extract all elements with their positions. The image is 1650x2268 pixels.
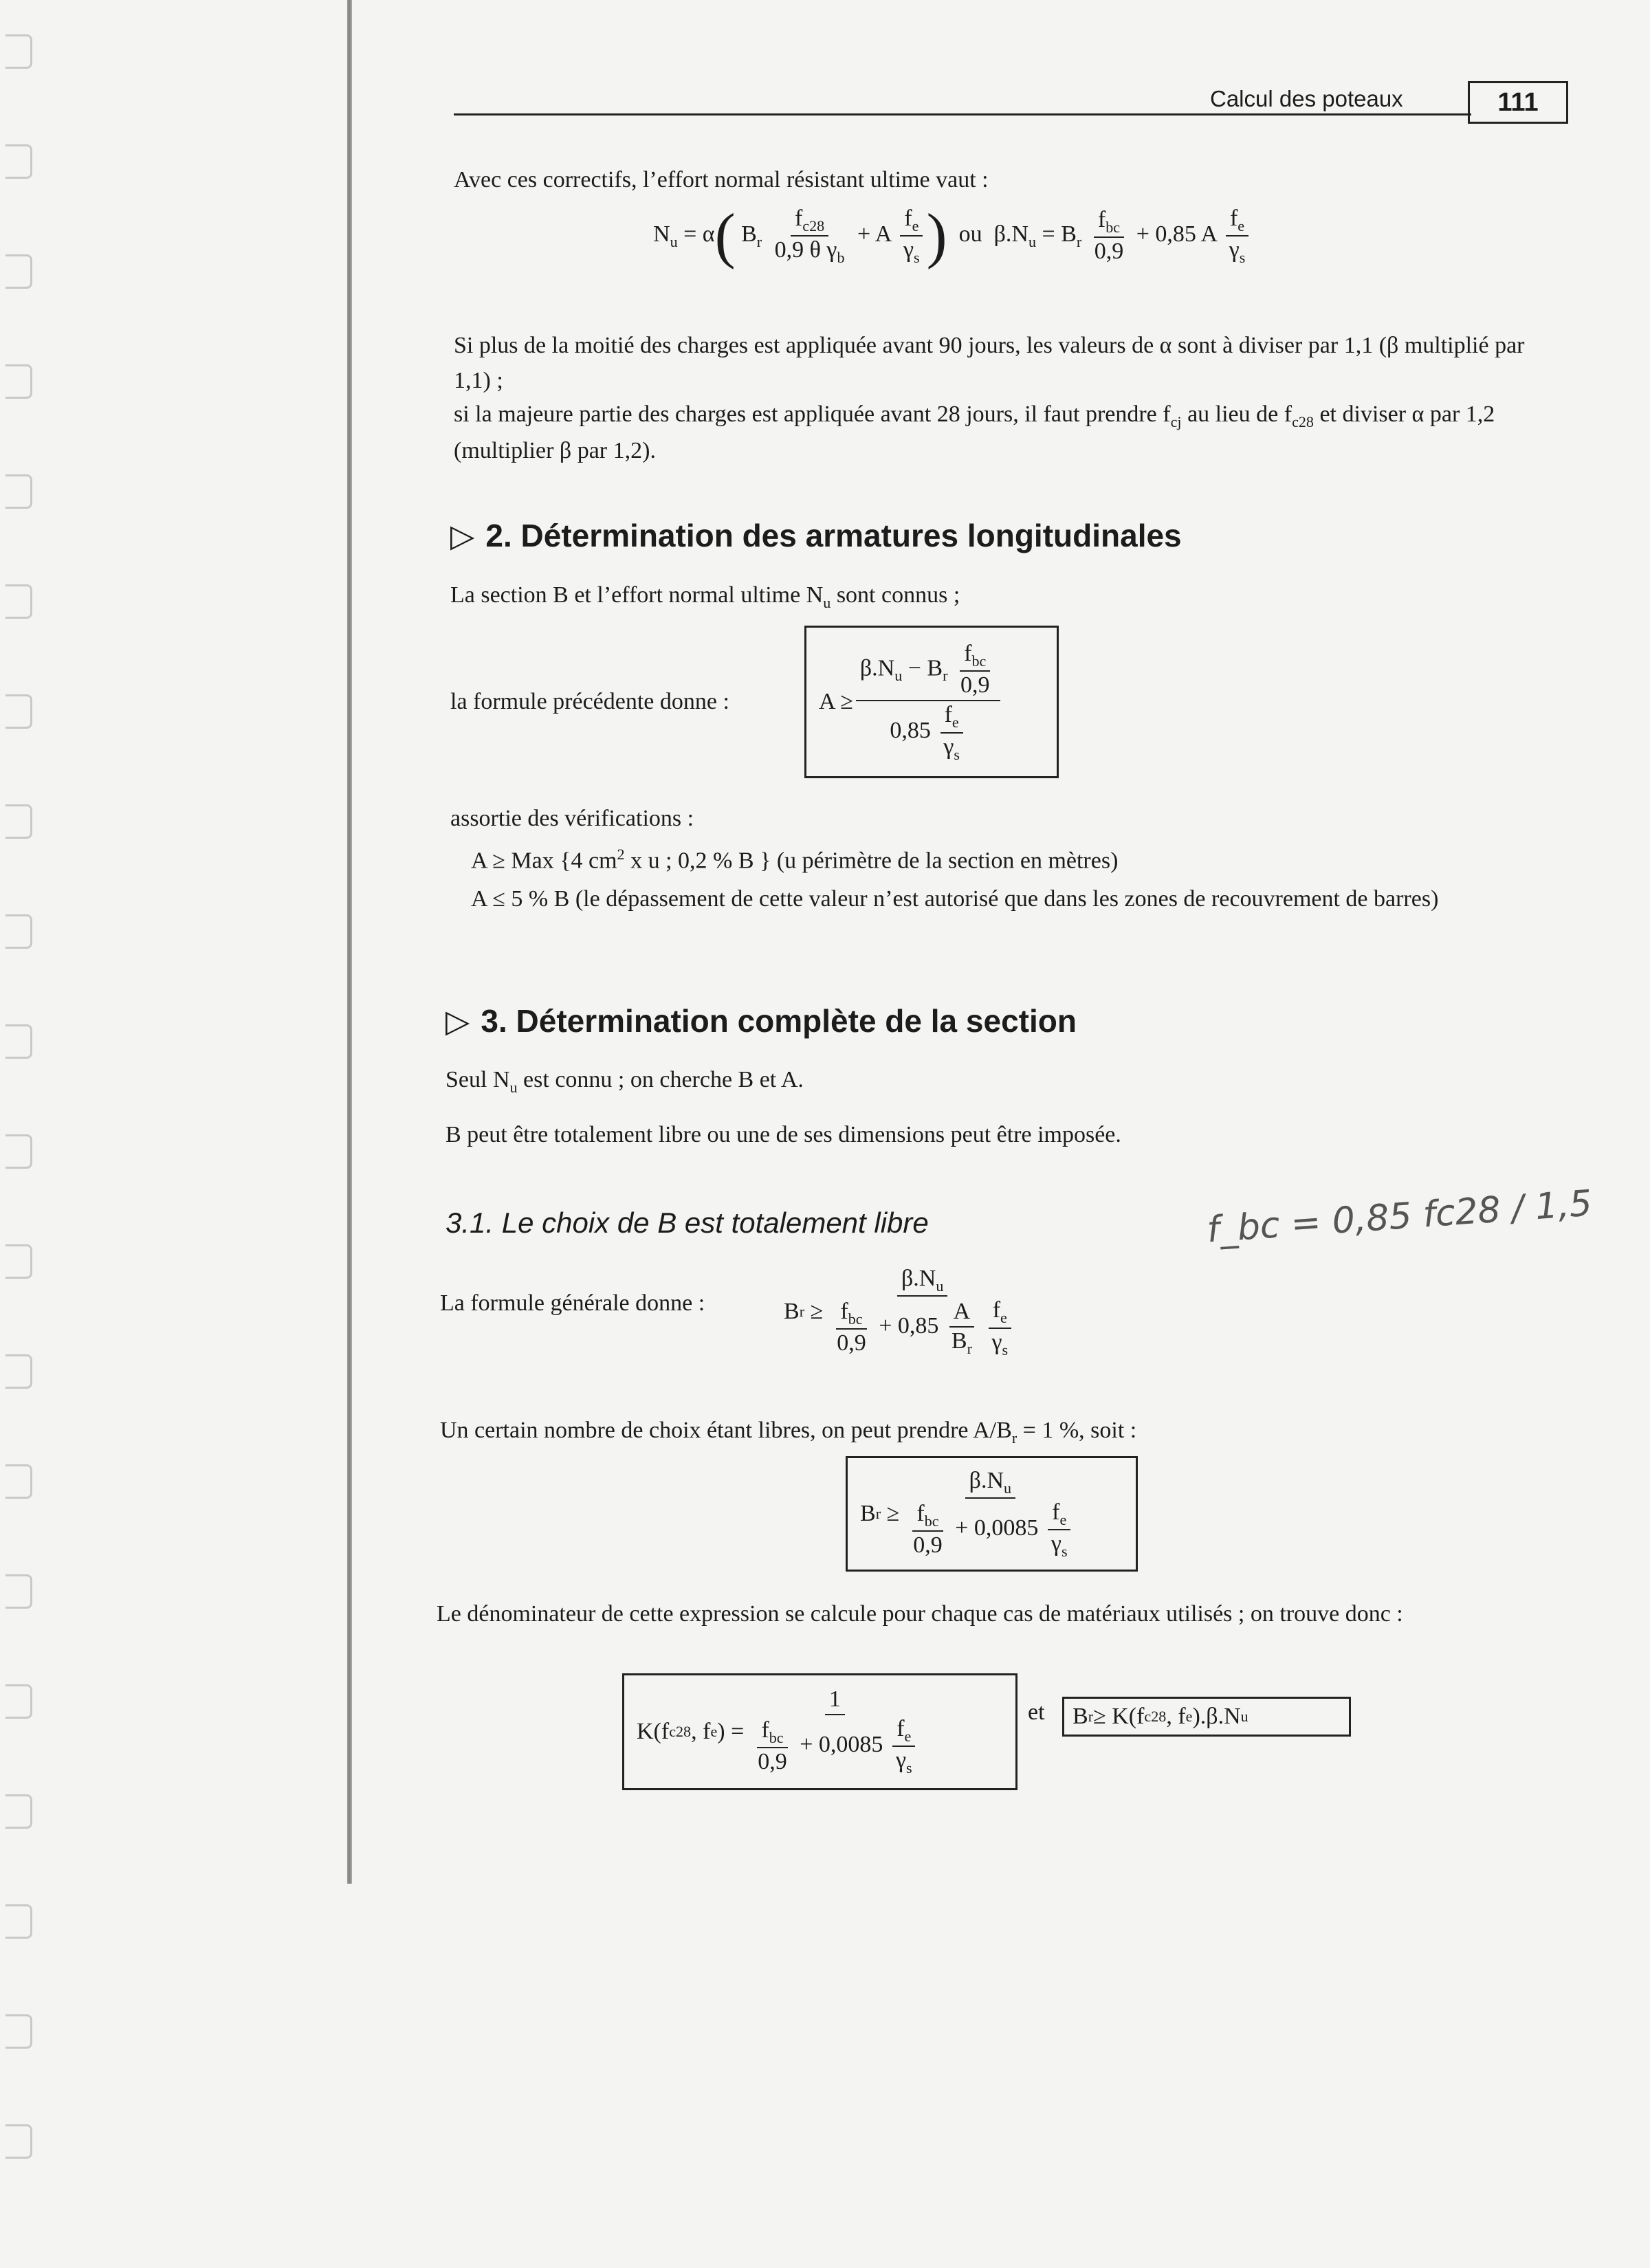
boxed-br-formula: B r ≥ $\beta.N_u$ $\frac{f_{bc}}{0,9}$ + 0,0085 $\frac{f_e}{\gamma_s}$ xyxy=(846,1456,1138,1572)
section-2-intro: La section B et l’effort normal ultime $N_u$ sont connus ; xyxy=(450,582,960,611)
header-rule xyxy=(454,113,1471,115)
general-formula-label: La formule générale donne : xyxy=(440,1290,705,1316)
k-formula-box: K(f c28 , f e ) = 1 $\frac{f_{bc}}{0,9}$ + 0,0085 $\frac{f_e}{\gamma_s}$ xyxy=(622,1673,1018,1790)
formula-nu: $N_u = \alpha$( $B_r$ $\frac{f_{c28}}{0,9 \theta \gamma_b}$ + A $\frac{f_e}{\gamma_s}$ ) ou $\beta.N_u = B_r$ $\frac{f_{bc}}{0,9}$ + 0,85 A $\frac{f_e}{\gamma_s}$ xyxy=(653,205,1252,267)
section-3-heading: ▷ 3. Détermination complète de la section xyxy=(446,1003,1077,1039)
section-2-heading: ▷ 2. Détermination des armatures longitudinales xyxy=(450,518,1182,553)
handwritten-note: f_bc = 0,85 fc28 / 1,5 xyxy=(1205,1182,1594,1251)
subsection-3-1-heading: 3.1. Le choix de B est totalement libre xyxy=(446,1207,929,1239)
section-3-line-2: B peut être totalement libre ou une de ses dimensions peut être imposée. xyxy=(446,1122,1121,1147)
choice-paragraph: Un certain nombre de choix étant libres, on peut prendre $A/B_r = 1$ %, soit : xyxy=(440,1418,1137,1446)
formula-label-a: la formule précédente donne : xyxy=(450,689,729,714)
denominator-paragraph: Le dénominateur de cette expression se calcule pour chaque cas de matériaux utilisés ; on trouve donc : xyxy=(437,1601,1403,1627)
intro-paragraph: Avec ces correctifs, l’effort normal résistant ultime vaut : xyxy=(454,167,989,192)
alpha-paragraph-1: Si plus de la moitié des charges est appliquée avant 90 jours, les valeurs de α sont à diviser par 1,1 (β multiplié par 1,1) ; xyxy=(454,333,1525,393)
br-k-formula-box: B r ≥ K(f c28 , f e ).β.N u xyxy=(1062,1697,1351,1737)
running-header: Calcul des poteaux xyxy=(1210,86,1403,111)
formula-a-box: A ≥ $\beta.N_u - B_r$ $\frac{f_{bc}}{0,9}$ 0,85 $\frac{f_e}{\gamma_s}$ xyxy=(804,626,1059,778)
check-max-reinforcement: A ≤ 5 % B (le dépassement de cette valeur n’est autorisé que dans les zones de recouvrement de barres) xyxy=(471,886,1439,912)
general-formula: B r ≥ $\beta.N_u$ $\frac{f_{bc}}{0,9}$ + 0,85 $\frac{A}{B_r}$ $\frac{f_e}{\gamma_s}$ xyxy=(784,1265,1022,1359)
checks-intro: assortie des vérifications : xyxy=(450,806,694,831)
alpha-paragraph-2: si la majeure partie des charges est appliquée avant 28 jours, il faut prendre $f_{cj}$ au lieu de $f_{c28}$ et diviser α par 1,2 (multiplier β par 1,2). xyxy=(454,401,1495,463)
section-3-line-1: Seul $N_u$ est connu ; on cherche B et A. xyxy=(446,1067,804,1096)
check-min-reinforcement: A ≥ Max {4 $cm^2$ x u ; 0,2 % B } (u périmètre de la section en mètres) xyxy=(471,846,1119,874)
page-number: 111 xyxy=(1468,81,1568,124)
et-conjunction: et xyxy=(1028,1699,1045,1725)
